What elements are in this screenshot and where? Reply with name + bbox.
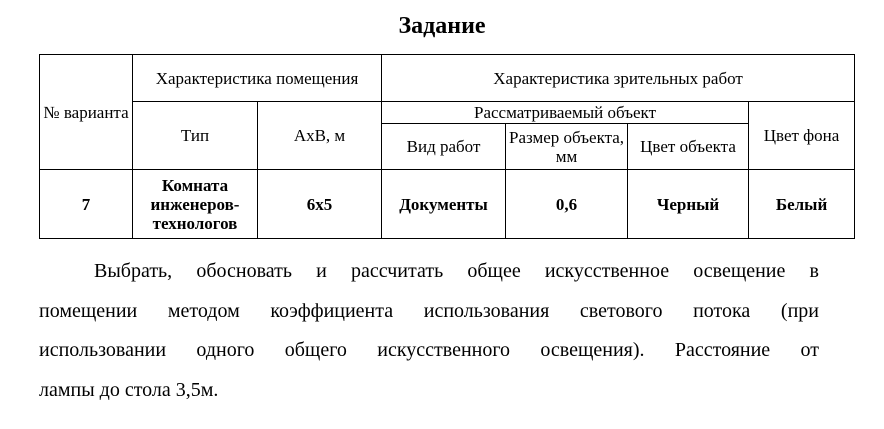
header-work-type: Вид работ xyxy=(382,124,506,170)
task-description-line-2: помещении методом коэффициента использования светового потока (при xyxy=(39,299,819,322)
cell-object-color: Черный xyxy=(628,170,749,239)
page-title: Задание xyxy=(398,13,486,39)
cell-object-size: 0,6 xyxy=(506,170,628,239)
header-row-1 xyxy=(40,55,855,102)
table-row xyxy=(40,170,855,239)
header-background-color: Цвет фона xyxy=(749,102,855,170)
header-axb: АхВ, м xyxy=(258,102,382,170)
cell-work-type: Документы xyxy=(382,170,506,239)
task-description-line-4: лампы до стола 3,5м. xyxy=(39,378,219,401)
header-variant: № варианта xyxy=(40,55,133,170)
header-type: Тип xyxy=(133,102,258,170)
task-description-line-1: Выбрать, обосновать и рассчитать общее искусственное освещение в xyxy=(94,260,819,282)
cell-background-color: Белый xyxy=(749,170,855,239)
task-description xyxy=(39,252,819,410)
cell-variant: 7 xyxy=(40,170,133,239)
header-room-characteristics: Характеристика помещения xyxy=(133,55,382,102)
header-object-color: Цвет объекта xyxy=(628,124,749,170)
cell-axb: 6х5 xyxy=(258,170,382,239)
task-table xyxy=(39,54,855,239)
header-object: Рассматриваемый объект xyxy=(382,102,749,124)
cell-type: Комната инженеров-технологов xyxy=(133,170,258,239)
header-row-2 xyxy=(40,102,855,124)
header-object-size: Размер объекта, мм xyxy=(506,124,628,170)
header-visual-work-characteristics: Характеристика зрительных работ xyxy=(382,55,855,102)
task-description-line-3: использовании одного общего искусственного освещения). Расстояние от xyxy=(39,339,819,361)
